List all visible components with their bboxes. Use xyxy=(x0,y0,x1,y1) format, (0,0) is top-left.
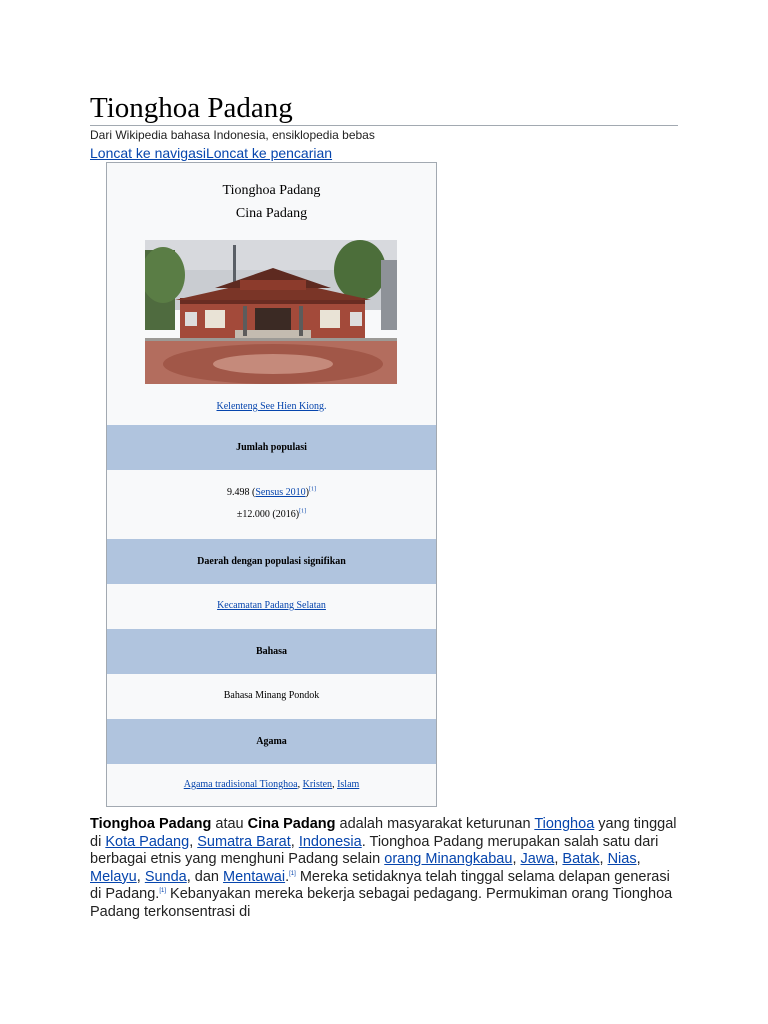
population-data xyxy=(107,470,436,538)
link-orang-minangkabau[interactable]: orang Minangkabau xyxy=(384,851,513,868)
population-header: Jumlah populasi xyxy=(107,425,436,470)
article-text: , dan xyxy=(186,868,224,885)
infobox-image-caption xyxy=(107,401,436,412)
language-header: Bahasa xyxy=(107,629,436,674)
site-tagline: Dari Wikipedia bahasa Indonesia, ensiklopedia bebas xyxy=(90,128,375,142)
link-melayu[interactable]: Melayu xyxy=(90,868,137,885)
article-text: atau xyxy=(211,816,248,832)
infobox-title-primary: Tionghoa Padang xyxy=(222,183,321,198)
infobox-title xyxy=(107,179,436,225)
caption-period: . xyxy=(323,401,327,412)
article-text: , xyxy=(290,833,299,850)
article-text: . Tionghoa Padang merupakan salah satu dari berbagai etnis yang menghuni Padang selain xyxy=(90,833,659,868)
title-divider xyxy=(90,125,678,126)
page-title: Tionghoa Padang xyxy=(90,92,293,124)
regions-data xyxy=(107,584,436,628)
article-text: , xyxy=(189,833,198,850)
temple-photo[interactable] xyxy=(145,240,397,384)
religion-links xyxy=(184,774,360,796)
sensus-2010-link[interactable]: Sensus 2010 xyxy=(255,487,306,498)
article-text: Mereka setidaknya telah tinggal selama delapan generasi di Padang. xyxy=(90,868,670,903)
article-text: , xyxy=(512,851,521,868)
infobox-image-cell xyxy=(107,231,436,418)
regions-header: Daerah dengan populasi signifikan xyxy=(107,539,436,584)
article-text: adalah masyarakat keturunan xyxy=(335,816,535,832)
article-text: , xyxy=(136,868,145,885)
language-data xyxy=(107,674,436,718)
bold-cina-padang: Cina Padang xyxy=(247,816,336,832)
population-2016-ref[interactable]: [1] xyxy=(299,508,307,515)
article-text: , xyxy=(599,851,608,868)
population-2010-value: 9.498 ( xyxy=(227,487,256,498)
religion-sep-2: , xyxy=(332,779,338,790)
religion-header: Agama xyxy=(107,719,436,764)
infobox-title-alternate: Cina Padang xyxy=(235,206,308,221)
link-sumatra-barat[interactable]: Sumatra Barat xyxy=(197,833,291,850)
population-line-2016 xyxy=(237,504,306,526)
population-2010-ref[interactable]: [1] xyxy=(308,486,316,493)
temple-photo-illustration xyxy=(145,240,397,384)
link-indonesia[interactable]: Indonesia xyxy=(298,833,362,850)
religion-link-islam[interactable]: Islam xyxy=(337,779,360,790)
infobox xyxy=(106,162,437,807)
religion-link-traditional[interactable]: Agama tradisional Tionghoa xyxy=(183,779,298,790)
population-line-2010 xyxy=(227,482,316,504)
religion-link-kristen[interactable]: Kristen xyxy=(302,779,333,790)
link-mentawai[interactable]: Mentawai xyxy=(223,868,286,885)
article-text: , xyxy=(636,851,641,868)
article-text: Kebanyakan mereka bekerja sebagai pedagang. Permukiman orang Tionghoa Padang terkonsentrasi di xyxy=(90,886,673,920)
language-value: Bahasa Minang Pondok xyxy=(223,690,320,701)
citation-ref-1[interactable]: [1] xyxy=(289,870,296,877)
article-paragraph xyxy=(90,816,680,922)
caption-link-kelenteng[interactable]: Kelenteng See Hien Kiong xyxy=(216,401,324,412)
population-2016-value: ±12.000 (2016) xyxy=(236,509,300,520)
link-jawa[interactable]: Jawa xyxy=(520,851,555,868)
article-text: . xyxy=(285,868,290,885)
jump-to-navigation-link[interactable]: Loncat ke navigasi xyxy=(90,145,206,161)
population-2010-close: ) xyxy=(305,487,309,498)
bold-tionghoa-padang: Tionghoa Padang xyxy=(90,816,212,832)
jump-to-search-link[interactable]: Loncat ke pencarian xyxy=(205,145,333,161)
link-sunda[interactable]: Sunda xyxy=(144,868,187,885)
article-text: , xyxy=(554,851,563,868)
jump-links xyxy=(90,145,332,161)
link-batak[interactable]: Batak xyxy=(562,851,600,868)
link-kota-padang[interactable]: Kota Padang xyxy=(105,833,190,850)
religion-data xyxy=(107,764,436,806)
citation-ref-2[interactable]: [1] xyxy=(159,888,167,895)
article-text: yang tinggal di xyxy=(90,816,677,850)
link-nias[interactable]: Nias xyxy=(607,851,637,868)
link-tionghoa[interactable]: Tionghoa xyxy=(534,816,595,832)
kecamatan-padang-selatan-link[interactable]: Kecamatan Padang Selatan xyxy=(217,600,326,611)
religion-sep-1: , xyxy=(297,779,303,790)
